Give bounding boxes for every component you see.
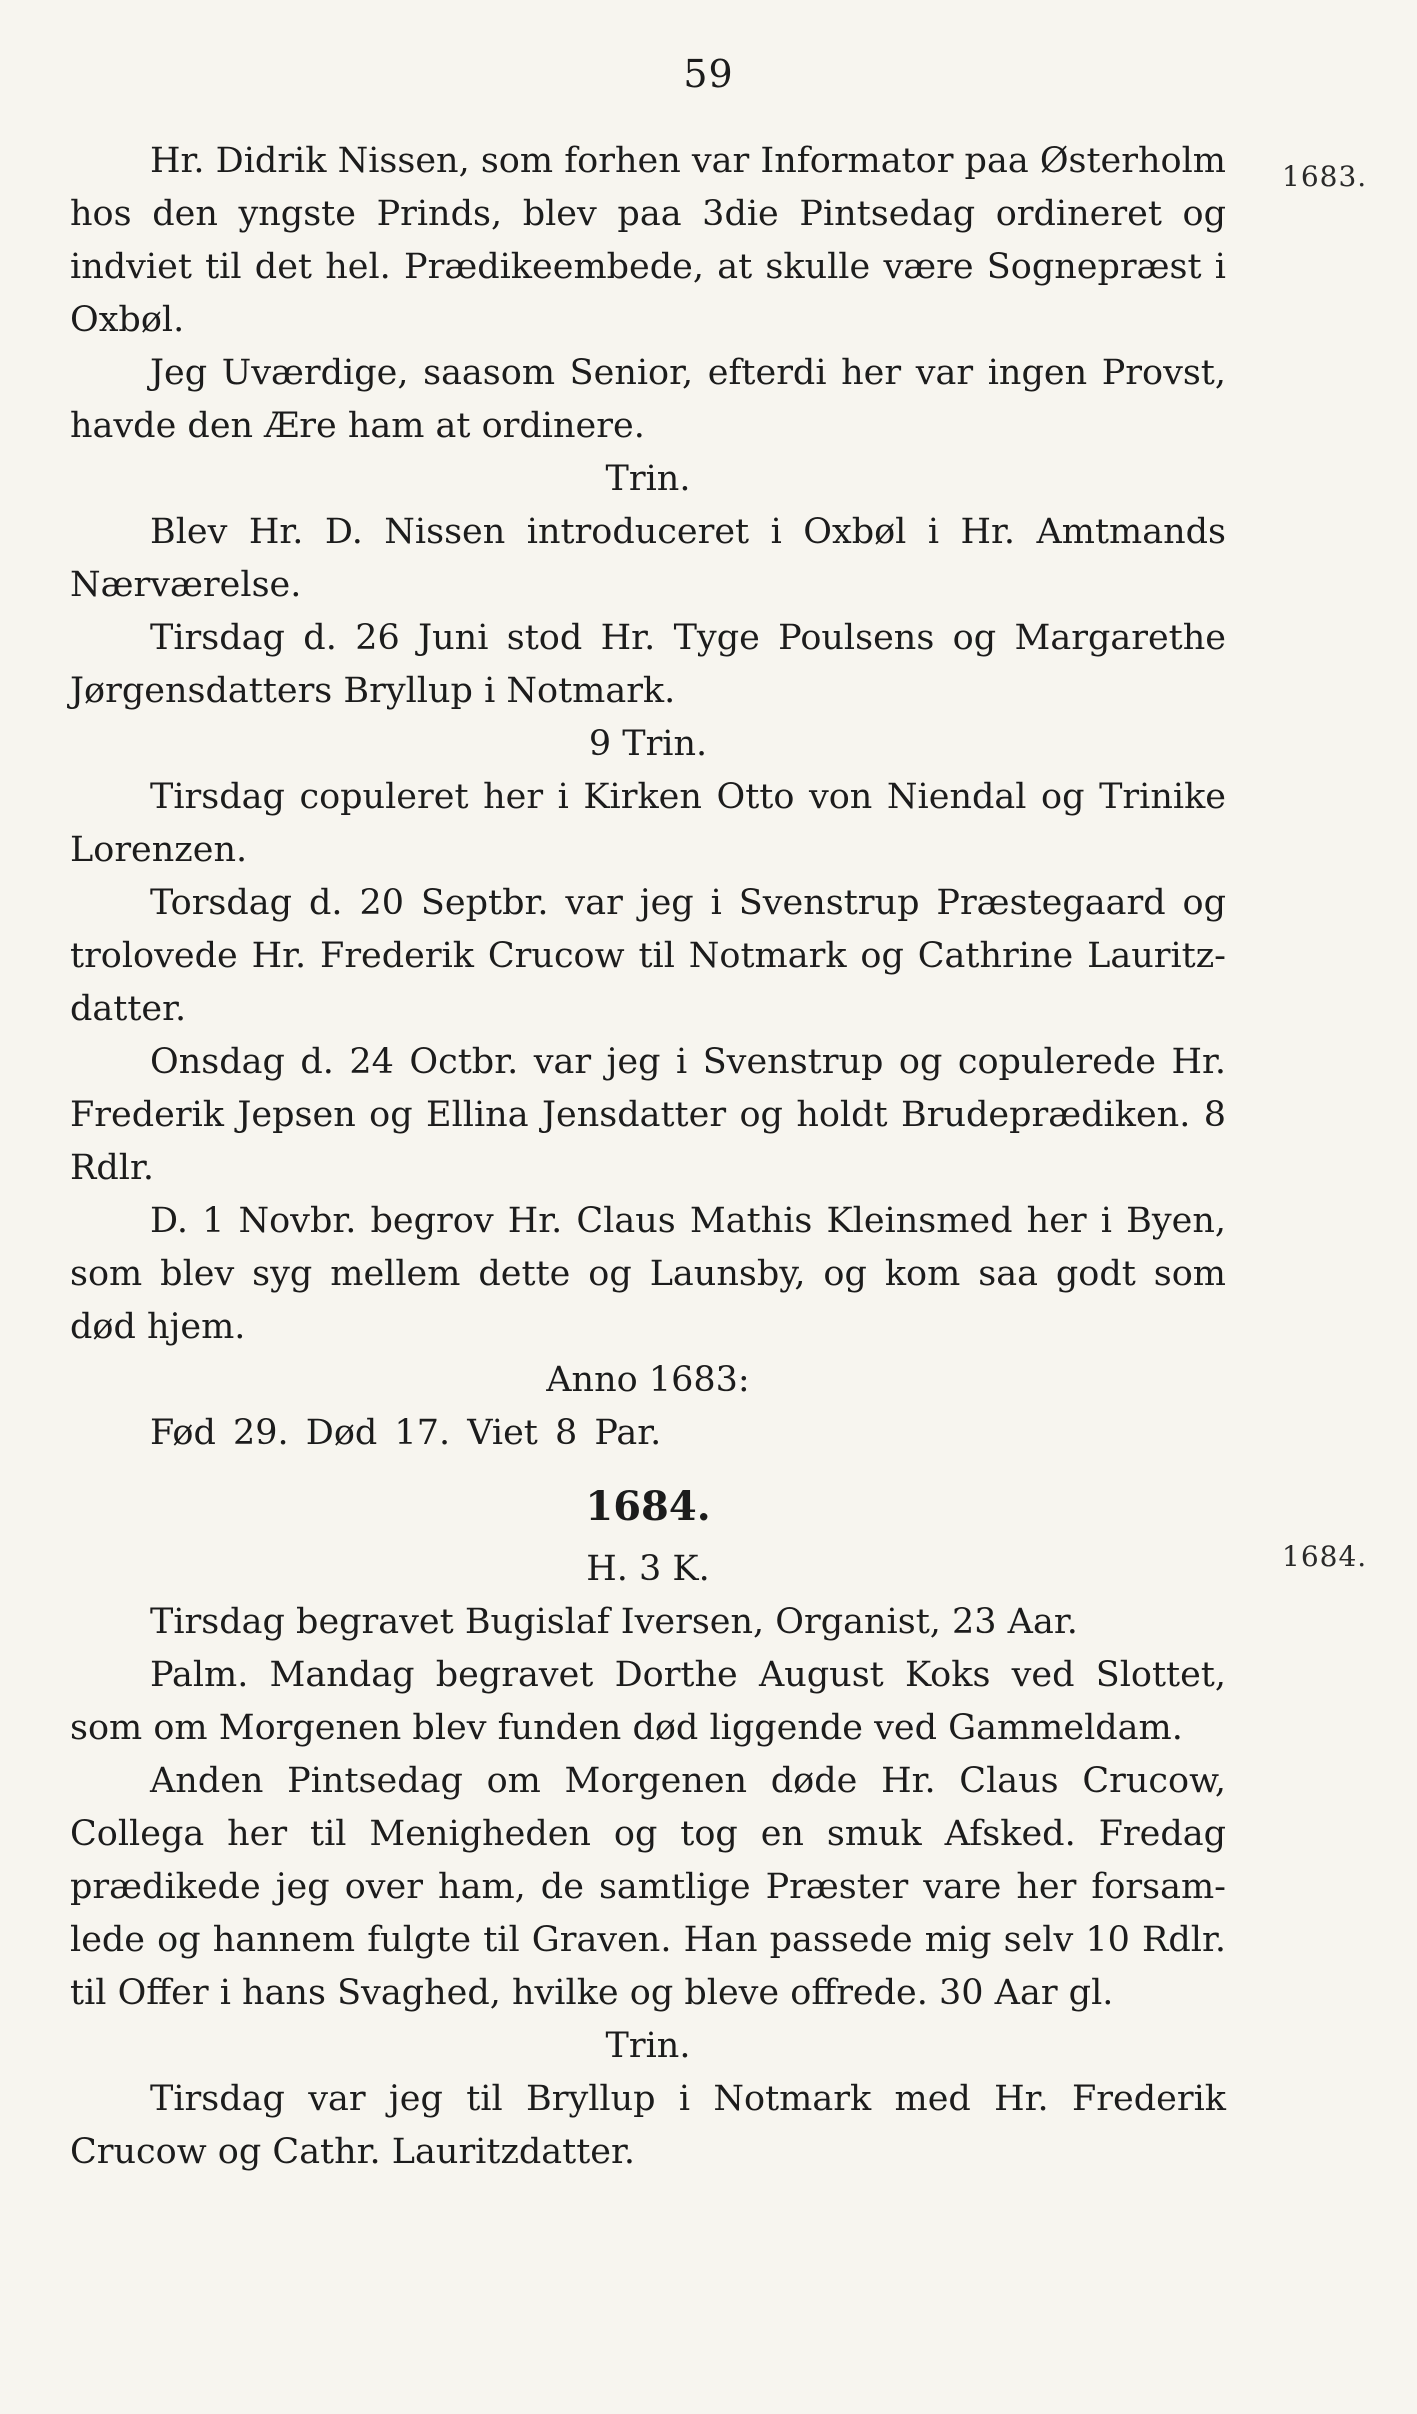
section-heading-trin: Trin. <box>605 2026 691 2066</box>
paragraph: D. 1 Novbr. begrov Hr. Claus Mathis Kleinsmed her i Byen, som blev syg mellem dette og Launsby, og kom saa godt som død hjem. <box>70 1201 1226 1347</box>
page-number: 59 <box>683 52 734 96</box>
section-heading-h3k: H. 3 K. <box>586 1549 710 1589</box>
paragraph: Jeg Uværdige, saasom Senior, efterdi her var ingen Provst, havde den Ære ham at ordinere. <box>70 353 1226 446</box>
paragraph: Tirsdag var jeg til Bryllup i Notmark med Hr. Frederik Crucow og Cathr. Lauritzdatter. <box>70 2079 1226 2172</box>
margin-year-1683: 1683. <box>1282 160 1368 193</box>
paragraph: Anden Pintsedag om Morgenen døde Hr. Claus Crucow, Collega her til Menigheden og tog en smuk Afsked. Fredag prædikede jeg over ham, de samtlige Præster vare her forsamlede og hannem fulgte til Graven. Han passede mig selv 10 Rdlr. til Offer i hans Svaghed, hvilke og bleve offrede. 30 Aar gl. <box>70 1761 1226 2013</box>
paragraph: Tirsdag copuleret her i Kirken Otto von Niendal og Trinike Lorenzen. <box>70 777 1226 870</box>
section-heading-trin: Trin. <box>605 459 691 499</box>
paragraph: Tirsdag d. 26 Juni stod Hr. Tyge Poulsens og Margarethe Jørgensdatters Bryllup i Notmark. <box>70 618 1226 711</box>
body-text <box>70 135 1226 2179</box>
paragraph: Palm. Mandag begravet Dorthe August Koks ved Slottet, som om Morgenen blev funden død liggende ved Gammeldam. <box>70 1655 1226 1748</box>
margin-year-1684: 1684. <box>1282 1540 1368 1573</box>
annual-summary-stats: Fød 29. Død 17. Viet 8 Par. <box>150 1413 662 1453</box>
section-heading-9-trin: 9 Trin. <box>588 724 708 764</box>
annual-summary-title: Anno 1683: <box>546 1360 750 1400</box>
paragraph: Tirsdag begravet Bugislaf Iversen, Organist, 23 Aar. <box>150 1602 1078 1642</box>
paragraph: Hr. Didrik Nissen, som forhen var Informator paa Østerholm hos den yngste Prinds, blev paa 3die Pintsedag ordineret og indviet til det hel. Prædikeembede, at skulle være Sognepræst i Oxbøl. <box>70 141 1226 340</box>
year-heading: 1684. <box>585 1483 711 1530</box>
paragraph: Onsdag d. 24 Octbr. var jeg i Svenstrup og copulerede Hr. Frederik Jepsen og Ellina Jensdatter og holdt Brudeprædiken. 8 Rdlr. <box>70 1042 1226 1188</box>
paragraph: Blev Hr. D. Nissen introduceret i Oxbøl i Hr. Amtmands Nærværelse. <box>70 512 1226 605</box>
paragraph: Torsdag d. 20 Septbr. var jeg i Svenstrup Præstegaard og trolovede Hr. Frederik Crucow til Notmark og Cathrine Lauritzdatter. <box>70 883 1226 1029</box>
